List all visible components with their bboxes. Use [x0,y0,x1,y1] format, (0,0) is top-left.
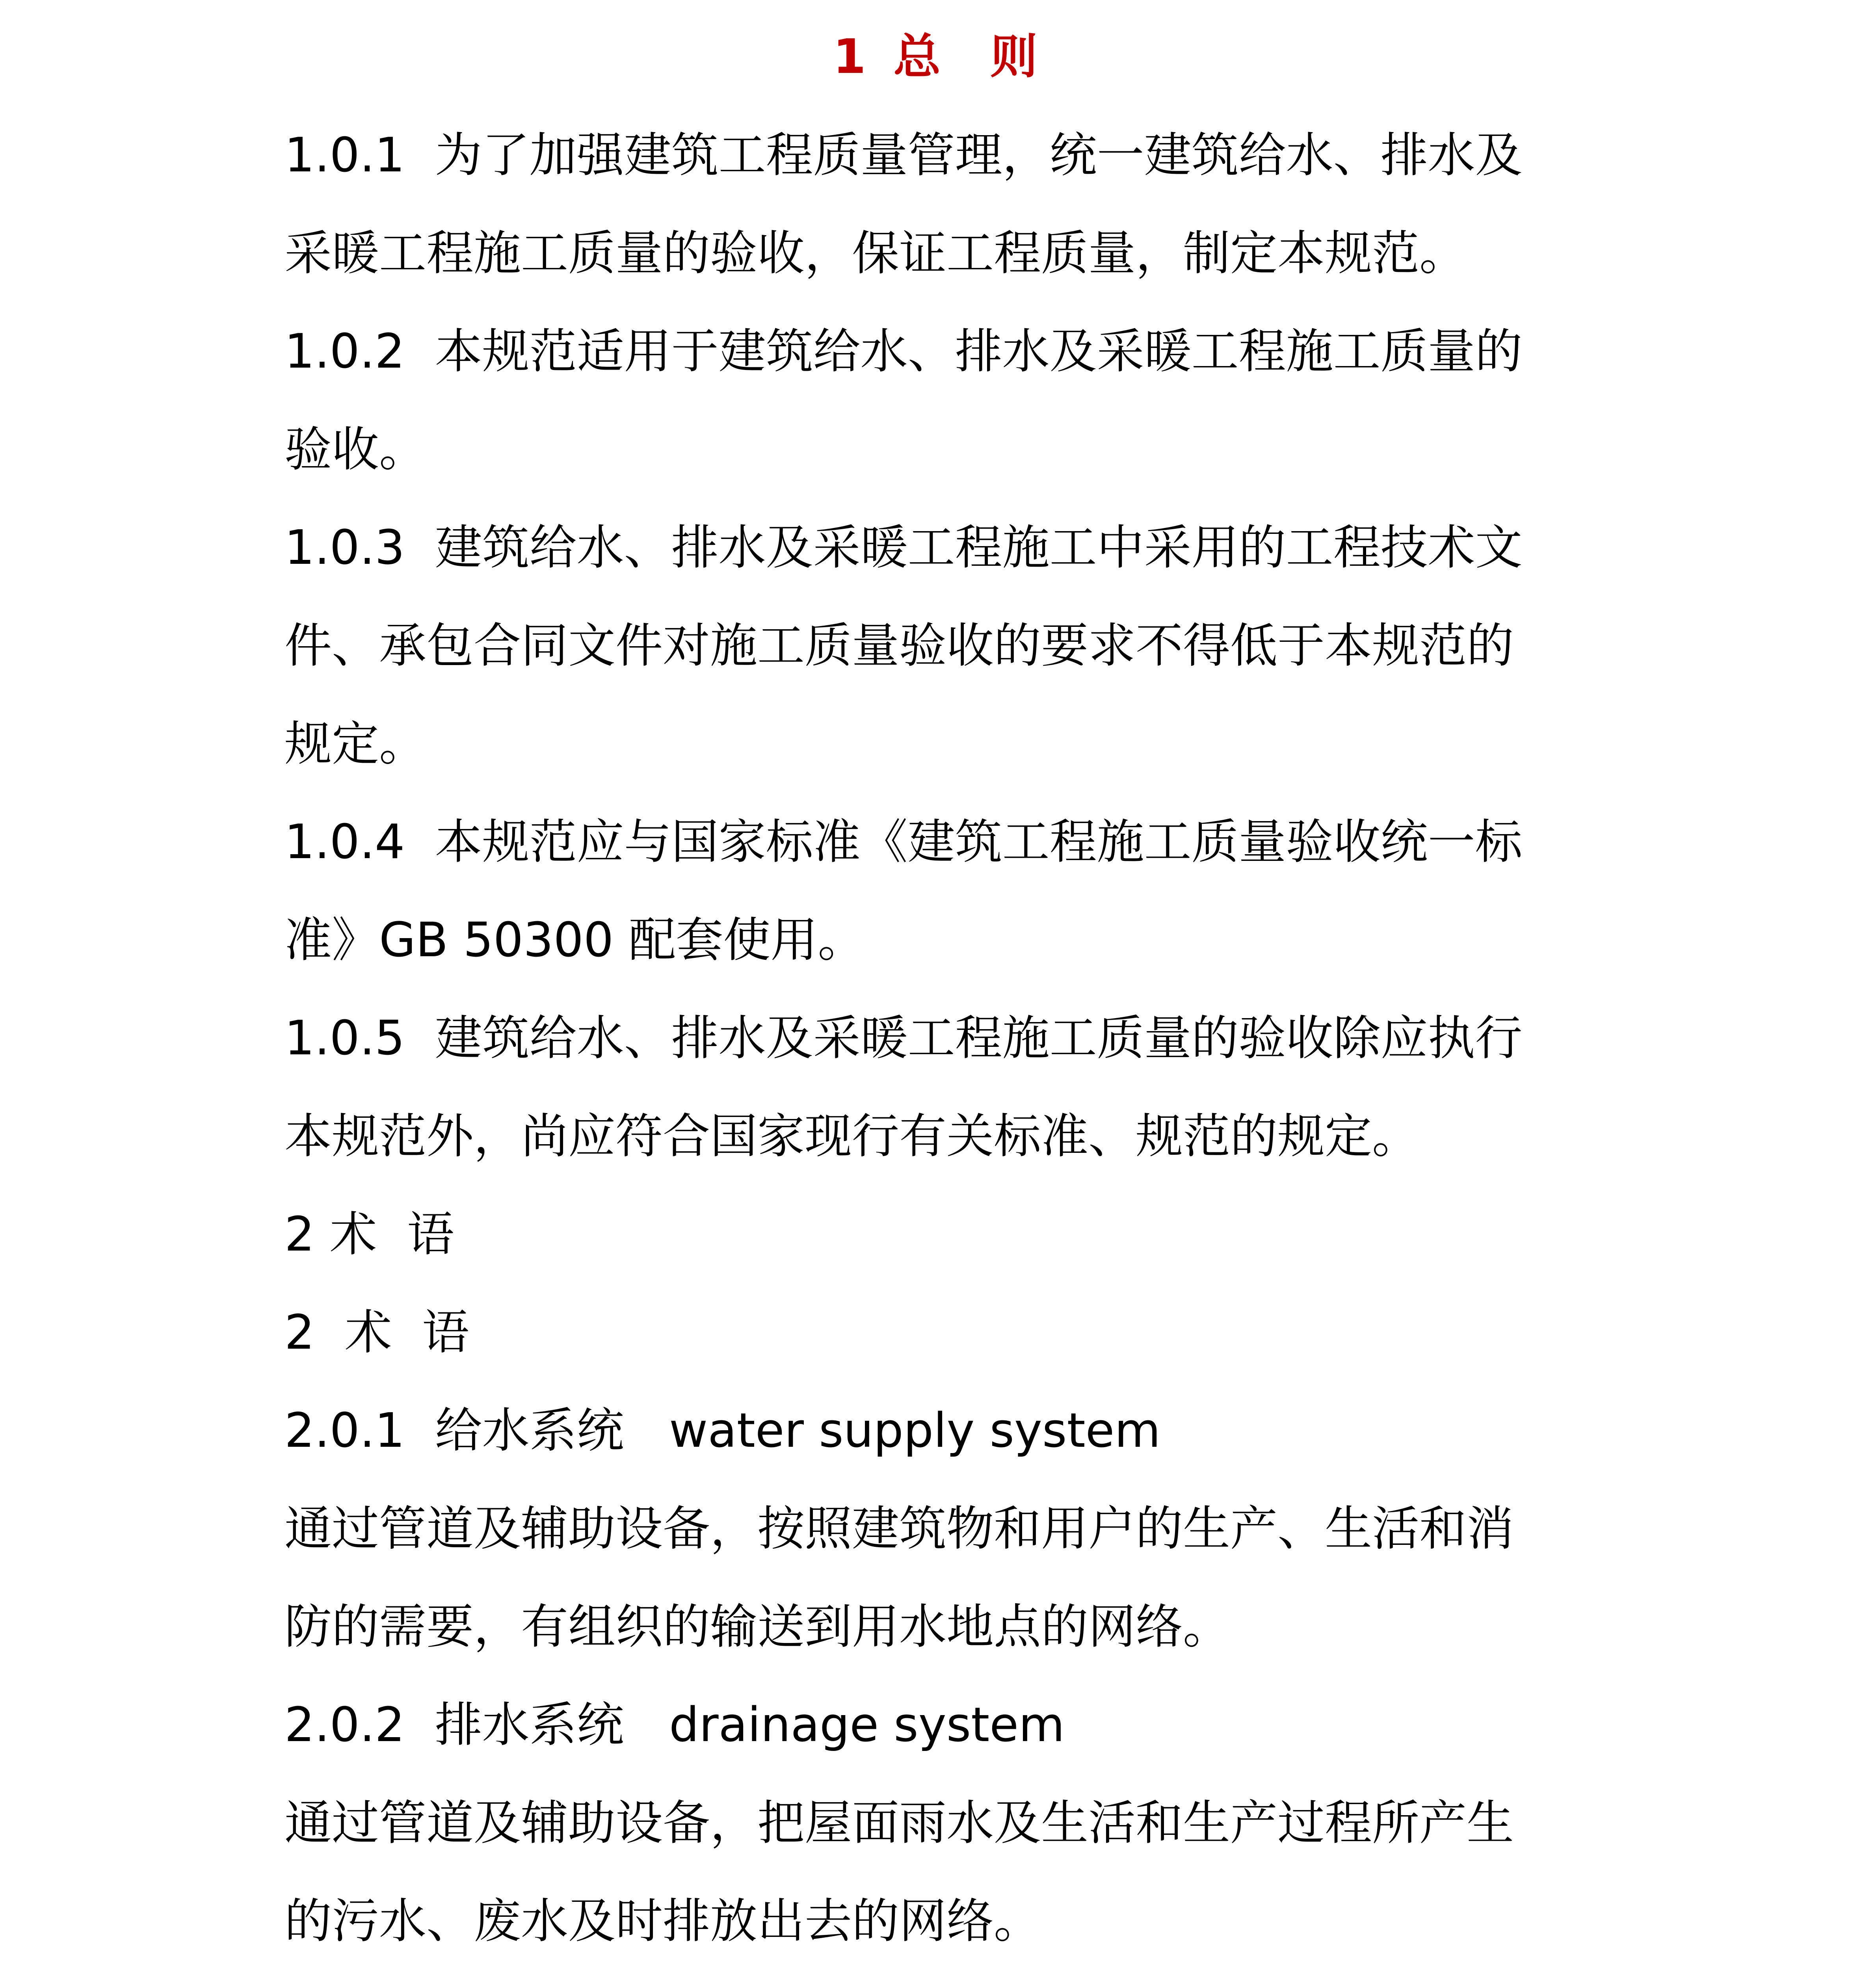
text-line: 2.0.2 排水系统 drainage system [284,1698,1065,1753]
text-line: 验收。 [284,422,426,477]
text-line: 规定。 [284,717,426,771]
text-line: 1.0.3 建筑给水、排水及采暖工程施工中采用的工程技术文 [284,520,1523,575]
text-line: 采暖工程施工质量的验收，保证工程质量，制定本规范。 [284,226,1467,281]
text-line: 通过管道及辅助设备，按照建筑物和用户的生产、生活和消 [284,1502,1514,1556]
text-line: 1.0.5 建筑给水、排水及采暖工程施工质量的验收除应执行 [284,1011,1523,1066]
text-line: 2 术 语 [284,1207,454,1262]
text-line: 2 术 语 [284,1305,469,1360]
text-line: 1.0.2 本规范适用于建筑给水、排水及采暖工程施工质量的 [284,324,1523,379]
text-line: 1.0.1 为了加强建筑工程质量管理，统一建筑给水、排水及 [284,128,1523,183]
text-line: 通过管道及辅助设备，把屋面雨水及生活和生产过程所产生 [284,1796,1514,1851]
text-line: 1.0.4 本规范应与国家标准《建筑工程施工质量验收统一标 [284,815,1523,870]
text-line: 2.0.1 给水系统 water supply system [284,1403,1161,1458]
text-line: 件、承包合同文件对施工质量验收的要求不得低于本规范的 [284,619,1514,673]
text-line: 防的需要，有组织的输送到用水地点的网络。 [284,1600,1230,1654]
text-line: 的污水、废水及时排放出去的网络。 [284,1894,1041,1949]
document-body [284,106,1616,1970]
text-line: 本规范外，尚应符合国家现行有关标准、规范的规定。 [284,1109,1419,1164]
text-line: 准》GB 50300 配套使用。 [284,913,865,968]
section-title: 1 总 则 [833,30,1043,84]
